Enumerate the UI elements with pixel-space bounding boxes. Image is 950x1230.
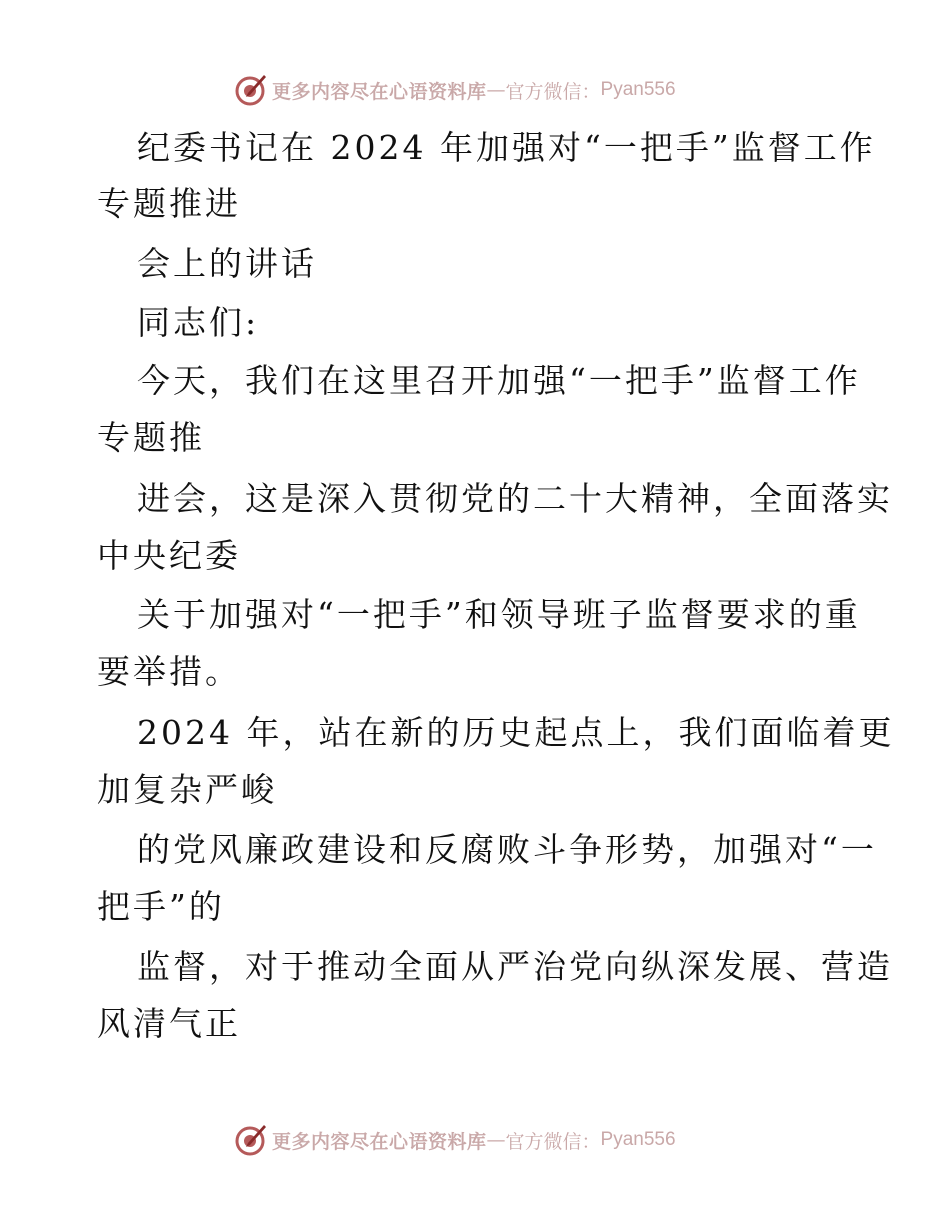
text-line: 纪委书记在 2024 年加强对“一把手”监督工作	[137, 128, 876, 167]
quill-logo-icon	[234, 73, 268, 107]
watermark-text: 更多内容尽在心语资料库	[272, 1130, 487, 1153]
text-line: 同志们:	[137, 303, 260, 342]
quill-logo-icon	[234, 1123, 268, 1157]
watermark-text: 更多内容尽在心语资料库	[272, 80, 487, 103]
watermark-label: 官方微信：	[505, 1130, 601, 1153]
text-line: 会上的讲话	[137, 244, 317, 283]
text-line: 今天，我们在这里召开加强“一把手”监督工作	[137, 361, 861, 400]
text-line: 的党风廉政建设和反腐败斗争形势，加强对“一	[137, 830, 877, 869]
watermark-dash: —	[486, 79, 506, 101]
text-line: 监督，对于推动全面从严治党向纵深发展、营造	[137, 947, 893, 986]
watermark-label: 官方微信：	[505, 80, 601, 103]
text-line: 风清气正	[97, 1004, 241, 1043]
footer-watermark	[234, 1122, 714, 1158]
text-line: 专题推	[97, 418, 205, 457]
text-line: 要举措。	[97, 652, 241, 691]
header-watermark	[234, 72, 714, 108]
watermark-id: Pyan556	[600, 1129, 676, 1150]
text-line: 中央纪委	[97, 536, 241, 575]
text-line: 进会，这是深入贯彻党的二十大精神，全面落实	[137, 479, 893, 518]
watermark-id: Pyan556	[600, 79, 676, 100]
watermark-dash: —	[486, 1129, 506, 1151]
text-line: 加复杂严峻	[97, 770, 277, 809]
text-line: 关于加强对“一把手”和领导班子监督要求的重	[137, 595, 861, 634]
text-line: 2024 年，站在新的历史起点上，我们面临着更	[137, 713, 895, 752]
text-line: 专题推进	[97, 184, 241, 223]
text-line: 把手”的	[97, 887, 225, 926]
